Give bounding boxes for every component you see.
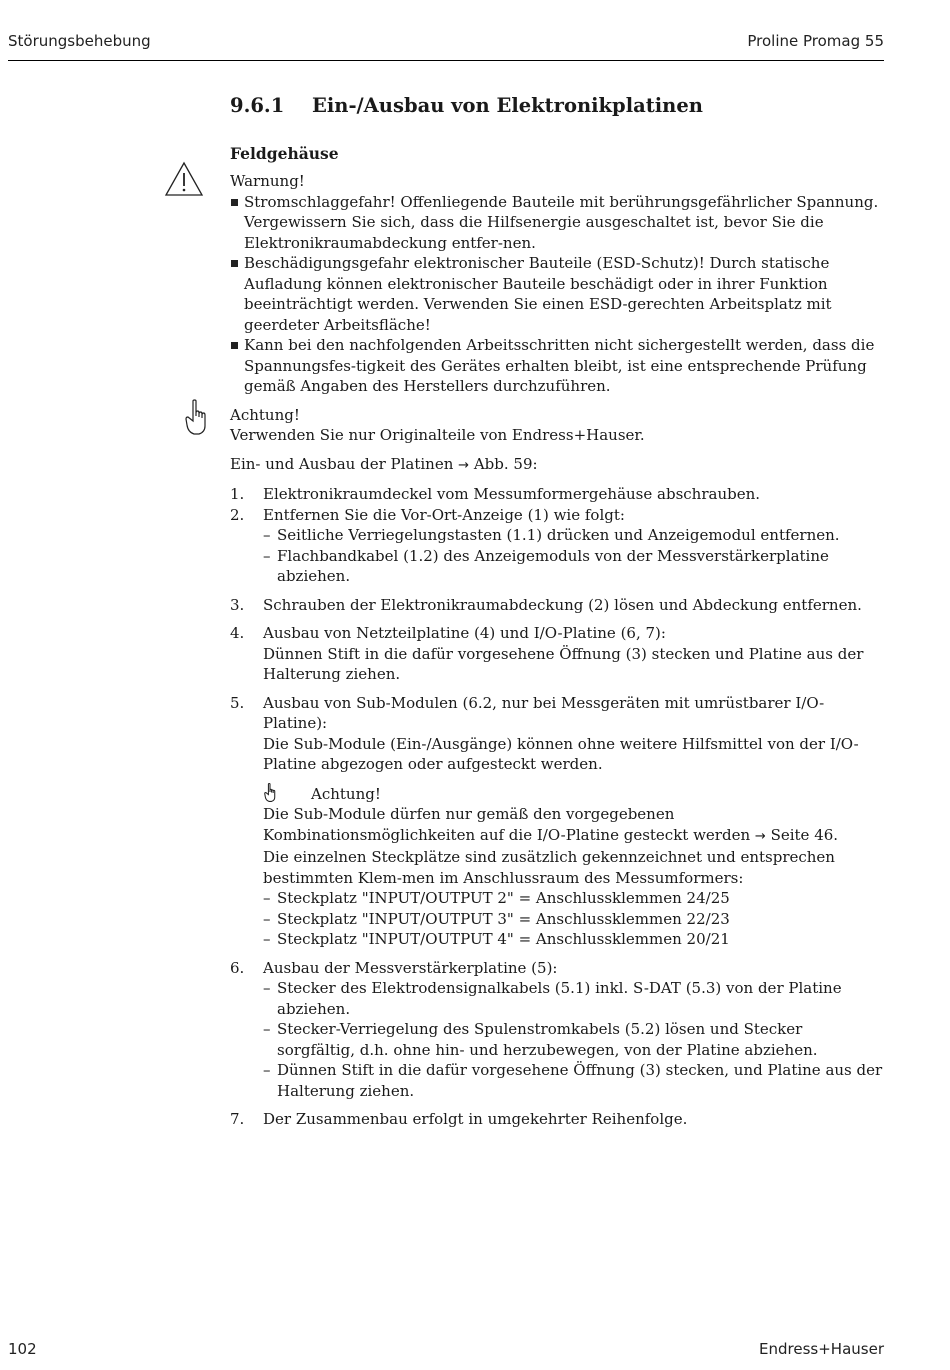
warning-item: Kann bei den nachfolgenden Arbeitsschritten nicht sichergestellt werden, dass die Spannungsfes-tigkeit des Gerätes erhalten bleibt, ist eine entsprechende Prüfung gemäß Angaben des Herstellers durchzuführen. — [230, 335, 885, 397]
section-title: Ein-/Ausbau von Elektronikplatinen — [312, 94, 703, 117]
sub-module-caution-title: Achtung! — [311, 784, 381, 803]
warning-title: Warnung! — [230, 172, 305, 190]
section-heading — [230, 96, 885, 117]
slot-item: – Steckplatz "INPUT/OUTPUT 3" = Anschlussklemmen 22/23 — [263, 909, 885, 930]
sub-step: – Seitliche Verriegelungstasten (1.1) drücken und Anzeigemodul entfernen. — [263, 525, 885, 546]
footer-company: Endress+Hauser — [759, 1340, 884, 1358]
page-number: 102 — [8, 1340, 37, 1358]
sub-step: – Stecker des Elektrodensignalkabels (5.1) inkl. S-DAT (5.3) von der Platine abziehen. — [263, 978, 885, 1019]
step: 6. Ausbau der Messverstärkerplatine (5): – Stecker des Elektrodensignalkabels (5.1) inkl. S-DAT (5.3) von der Platine abziehen. – Stecker-Verriegelung des Spulenstromkabels (5.2) lösen und Stecker sorgfältig, d.h. ohne hin- und herzubewegen, von der Platine abziehen. – Dünnen Stift in die dafür vorgesehene Öffnung (3) stecken, und Platine aus der Halterung ziehen. — [230, 958, 885, 1110]
sub-step: – Dünnen Stift in die dafür vorgesehene Öffnung (3) stecken, und Platine aus der Halterung ziehen. — [263, 1060, 885, 1101]
sub-module-caution: Achtung! Die Sub-Module dürfen nur gemäß den vorgegebenen Kombinationsmöglichkeiten auf die I/O-Platine gesteckt werden → Seite 46. Die einzelnen Steckplätze sind zusätzlich gekennzeichnet und entsprechen bestimmten Klem-men im Anschlussraum des Messumformers: – Steckplatz "INPUT/OUTPUT 2" = Anschlussklemmen 24/25 – Steckplatz "INPUT/OUTPUT 3" = Anschlussklemmen 22/23 – Steckplatz "INPUT/OUTPUT 4" = Anschlussklemmen 20/21 — [263, 783, 885, 950]
procedure-steps — [230, 484, 885, 1130]
sub-step: – Flachbandkabel (1.2) des Anzeigemoduls von der Messverstärkerplatine abziehen. — [263, 546, 885, 587]
intro-line: Ein- und Ausbau der Platinen → Abb. 59: — [230, 454, 538, 473]
caution-text: Verwenden Sie nur Originalteile von Endress+Hauser. — [230, 426, 645, 444]
subheading: Feldgehäuse — [230, 143, 339, 163]
header-rule — [8, 60, 884, 61]
pointing-hand-icon — [263, 783, 277, 803]
warning-triangle-icon — [164, 161, 204, 197]
section-number: 9.6.1 — [230, 94, 285, 117]
caution-block — [230, 405, 885, 446]
warning-list — [230, 192, 885, 397]
running-header-left: Störungsbehebung — [8, 32, 151, 50]
pointing-hand-icon — [184, 399, 208, 437]
step: 3. Schrauben der Elektronikraumabdeckung (2) lösen und Abdeckung entfernen. — [230, 595, 862, 614]
warning-block — [230, 171, 885, 397]
slot-item: – Steckplatz "INPUT/OUTPUT 4" = Anschlussklemmen 20/21 — [263, 929, 885, 950]
warning-item: Beschädigungsgefahr elektronischer Bauteile (ESD-Schutz)! Durch statische Aufladung können elektronischer Bauteile beschädigt oder in ihrer Funktion beeinträchtigt werden. Verwenden Sie einen ESD-gerechten Arbeitsplatz mit geerdeter Arbeitsfläche! — [230, 253, 885, 335]
page-content — [230, 96, 885, 1130]
step: 5. Ausbau von Sub-Modulen (6.2, nur bei Messgeräten mit umrüstbarer I/O-Platine): Die Sub-Module (Ein-/Ausgänge) können ohne weitere Hilfsmittel von der I/O-Platine abgezogen oder aufgesteckt werden. Achtung! Die Sub-Module dürfen nur gemäß den vorgegebenen Kombinationsmöglichkeiten auf die I/O-Platine gesteckt werden → Seite 46. Die einzelnen Steckplätze sind zusätzlich gekennzeichnet und entsprechen bestimmten Klem-men im Anschlussraum des Messumformers: – Steckplatz "INPUT/OUTPUT 2" = Anschlussklemmen 24/25 – Steckplatz "INPUT/OUTPUT 3" = Anschlussklemmen 22/23 – Steckplatz "INPUT/OUTPUT 4" = Anschlussklemmen 20/21 — [230, 693, 885, 958]
arrow-right-icon: → — [754, 828, 766, 844]
step: 4. Ausbau von Netzteilplatine (4) und I/O-Platine (6, 7): Dünnen Stift in die dafür vorgesehene Öffnung (3) stecken und Platine aus der Halterung ziehen. — [230, 624, 864, 683]
step: 1. Elektronikraumdeckel vom Messumformergehäuse abschrauben. — [230, 485, 761, 503]
step: 7. Der Zusammenbau erfolgt in umgekehrter Reihenfolge. — [230, 1110, 688, 1128]
warning-item: Stromschlaggefahr! Offenliegende Bauteile mit berührungsgefährlicher Spannung. Vergewissern Sie sich, dass die Hilfsenergie ausgeschaltet ist, bevor Sie die Elektronikraumabdeckung entfer-nen. — [230, 192, 885, 254]
arrow-right-icon: → — [458, 457, 470, 473]
slot-item: – Steckplatz "INPUT/OUTPUT 2" = Anschlussklemmen 24/25 — [263, 888, 885, 909]
caution-title: Achtung! — [230, 405, 300, 424]
running-header-right: Proline Promag 55 — [747, 32, 884, 50]
sub-step: – Stecker-Verriegelung des Spulenstromkabels (5.2) lösen und Stecker sorgfältig, d.h. ohne hin- und herzubewegen, von der Platine abziehen. — [263, 1019, 885, 1060]
step: 2. Entfernen Sie die Vor-Ort-Anzeige (1) wie folgt: – Seitliche Verriegelungstasten (1.1) drücken und Anzeigemodul entfernen. – Flachbandkabel (1.2) des Anzeigemoduls von der Messverstärkerplatine abziehen. — [230, 505, 885, 595]
